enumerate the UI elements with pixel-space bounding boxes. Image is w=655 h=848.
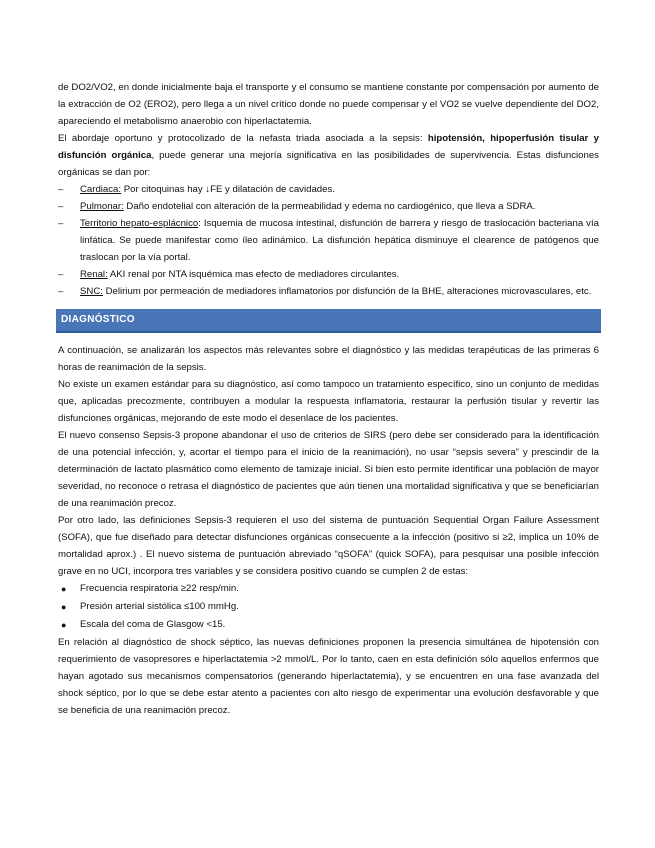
bullet-dot-icon: ● bbox=[61, 584, 67, 594]
dash-bullet-icon: – bbox=[58, 218, 64, 229]
list-item-frecuencia bbox=[58, 580, 599, 598]
item-text: AKI renal por NTA isquémica mas efecto de mediadores circulantes. bbox=[107, 269, 400, 280]
dash-bullet-icon: – bbox=[58, 286, 64, 297]
dash-bullet-icon: – bbox=[58, 184, 64, 195]
item-text: : Isquemia de mucosa intestinal, disfunción de barrera y riesgo de traslocación bacteriana vía linfática. Se puede manifestar como íleo adinámico. La disfunción hepática disminuye el clearence de patógenos que traslocan por la vía portal. bbox=[80, 218, 599, 263]
item-label: SNC: bbox=[80, 286, 103, 297]
list-item-hepato-esplacnico bbox=[58, 215, 599, 266]
bullet-dot-icon: ● bbox=[61, 602, 67, 612]
diag-paragraph-5: En relación al diagnóstico de shock séptico, las nuevas definiciones proponen la presencia simultánea de hipotensión con requerimiento de vasopresores e hiperlactatemia >2 mmol/L. Por lo tanto, caen en esta definición sólo aquellos enfermos que hayan agotado sus mecanismos compensatorios (generando hiperlactatemia), y se encuentren en una fase avanzada del shock séptico, por lo que se debe estar atento a pacientes con alto riesgo de experimentar una evolución desfavorable y que se beneficia de una reanimación precoz. bbox=[58, 637, 599, 716]
dash-bullet-icon: – bbox=[58, 269, 64, 280]
organ-dysfunction-list bbox=[58, 181, 599, 300]
diag-paragraph-1: A continuación, se analizarán los aspectos más relevantes sobre el diagnóstico y las medidas terapéuticas de las primeras 6 horas de reanimación de la sepsis. bbox=[58, 345, 599, 373]
intro-paragraph: de DO2/VO2, en donde inicialmente baja el transporte y el consumo se mantiene constante por compensación por aumento de la extracción de O2 (ERO2), pero llega a un nivel crítico donde no puede compensar y el VO2 se vuelve dependiente del DO2, apareciendo el metabolismo anaerobio con hiperlactatemia. bbox=[58, 82, 599, 127]
triad-text-end: , puede generar una mejoría significativa en las posibilidades de supervivencia. Estas disfunciones orgánicas se dan por: bbox=[58, 150, 599, 178]
list-item-snc bbox=[58, 283, 599, 300]
diag-paragraph-2: No existe un examen estándar para su diagnóstico, así como tampoco un tratamiento específico, sino un conjunto de medidas que, aplicadas precozmente, contribuyen a modular la respuesta inflamatoria, restaurar la perfusión tisular y revertir las disfunciones orgánicas, mejorando de este modo el desenlace de los pacientes. bbox=[58, 379, 599, 424]
triad-bold-text: hipotensión, hipoperfusión tisular y disfunción orgánica bbox=[58, 133, 599, 161]
list-item-cardiaca bbox=[58, 181, 599, 198]
item-text: Delirium por permeación de mediadores inflamatorios por disfunción de la BHE, alteraciones microvasculares, etc. bbox=[102, 286, 592, 297]
list-item-renal bbox=[58, 266, 599, 283]
triad-text-start: El abordaje oportuno y protocolizado de la nefasta triada asociada a la sepsis: bbox=[58, 133, 428, 144]
item-label: Territorio hepato-esplácnico bbox=[80, 218, 199, 229]
list-item-pulmonar bbox=[58, 198, 599, 215]
item-label: Cardiaca: bbox=[80, 184, 122, 195]
item-text: Daño endotelial con alteración de la permeabilidad y edema no cardiogénico, que lleva a SDRA. bbox=[123, 201, 536, 212]
item-text: Frecuencia respiratoria ≥22 resp/min. bbox=[80, 583, 239, 594]
section-heading-diagnostico: DIAGNÓSTICO bbox=[56, 309, 601, 333]
item-label: Pulmonar: bbox=[80, 201, 124, 212]
qsofa-criteria-list bbox=[58, 580, 599, 634]
triad-paragraph bbox=[58, 130, 599, 181]
diag-paragraph-4: Por otro lado, las definiciones Sepsis-3 requieren el uso del sistema de puntuación Sequential Organ Failure Assessment (SOFA), que fue diseñado para detectar disfunciones orgánicas consecuente a la infección (positivo si ≥2, implica un 10% de mortalidad aprox.) . El nuevo sistema de puntuación abreviado “qSOFA” (quick SOFA), para pesquisar una posible infección grave en no UCI, incorpora tres variables y se considera positivo cuando se cumplen 2 de estas: bbox=[58, 515, 599, 577]
dash-bullet-icon: – bbox=[58, 201, 64, 212]
bullet-dot-icon: ● bbox=[61, 620, 67, 630]
diag-paragraph-3: El nuevo consenso Sepsis-3 propone abandonar el uso de criterios de SIRS (pero debe ser considerado para la identificación de una potencial infección, y, acortar el tiempo para el inicio de la reanimación), no usar “sepsis severa” y prescindir de la determinación de lactato plasmático como elemento de tamizaje inicial. Si bien esto permite identificar una población de mayor severidad, no reconoce o retrasa el diagnóstico de pacientes que aún tienen una mortalidad significativa y que se beneficiarían de una reanimación precoz. bbox=[58, 430, 599, 509]
item-text: Por citoquinas hay ↓FE y dilatación de cavidades. bbox=[121, 184, 335, 195]
list-item-presion bbox=[58, 598, 599, 616]
list-item-glasgow bbox=[58, 616, 599, 634]
item-text: Escala del coma de Glasgow <15. bbox=[80, 619, 226, 630]
document-page bbox=[58, 79, 599, 719]
item-text: Presión arterial sistólica ≤100 mmHg. bbox=[80, 601, 239, 612]
item-label: Renal: bbox=[80, 269, 108, 280]
